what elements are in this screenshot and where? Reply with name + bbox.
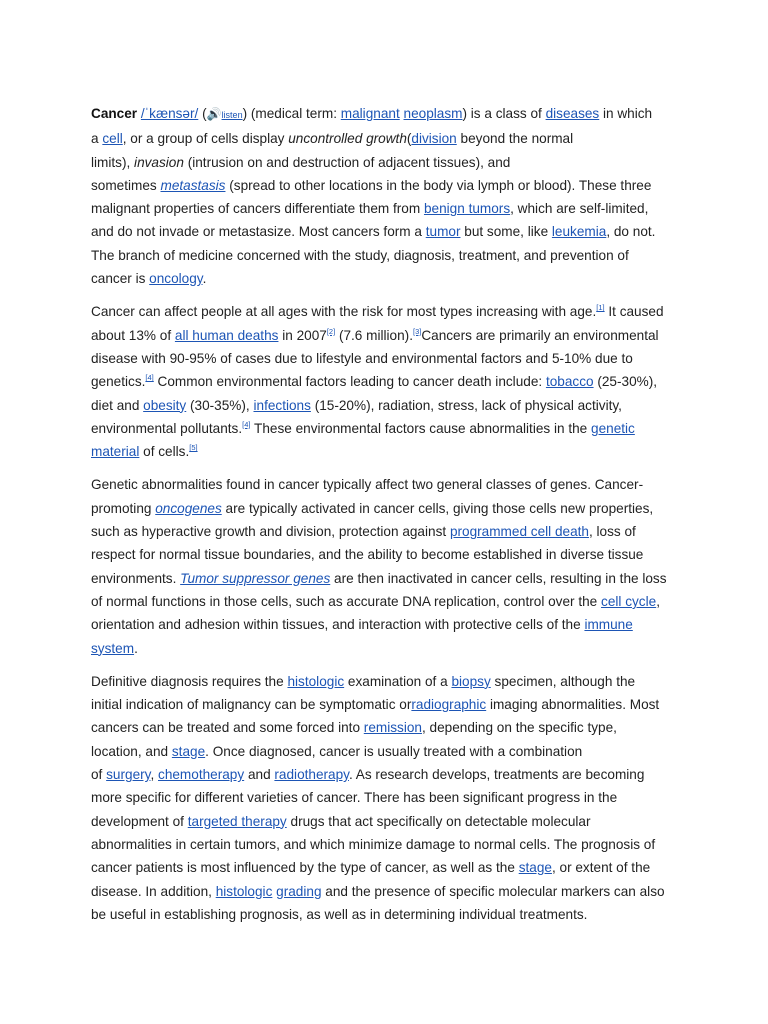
text-line: malignant properties of cancers differentiate them from benign tumors, which are self-limited, [91,201,649,217]
link-genetic-material[interactable]: material [91,444,140,460]
text-line: respect for normal tissue boundaries, and the ability to become established in diverse tissue [91,547,644,563]
reference-link[interactable]: [2] [326,326,336,336]
link-tumor[interactable]: tumor [425,224,461,240]
link-obesity[interactable]: obesity [143,397,187,413]
text-line: Cancer /ˈkænsər/ (🔊listen) (medical term: malignant neoplasm) is a class of diseases in which [91,106,653,121]
link-pronunciation[interactable]: /ˈkænsər/ [140,106,199,121]
text-line: environmental pollutants.[4] These environmental factors cause abnormalities in the genetic [91,419,635,436]
text-line: of normal functions in those cells, such as accurate DNA replication, control over the cell cycle, [91,593,660,609]
text-line: cancer is oncology. [91,271,207,287]
link-oncology[interactable]: oncology [149,271,203,287]
link-listen[interactable]: listen [221,110,243,120]
link-histologic[interactable]: histologic [215,883,273,899]
link-division[interactable]: division [411,131,457,147]
link-remission[interactable]: remission [363,720,422,736]
text-line: Genetic abnormalities found in cancer typically affect two general classes of genes. Cancer- [91,477,644,493]
link-immune-system[interactable]: system [91,640,135,656]
text-line: and do not invade or metastasize. Most cancers form a tumor but some, like leukemia, do not. [91,224,656,240]
link-grading[interactable]: grading [276,883,322,899]
link-targeted-therapy[interactable]: targeted therapy [187,813,287,829]
link-neoplasm[interactable]: neoplasm [403,106,463,121]
text-line: initial indication of malignancy can be symptomatic orradiographic imaging abnormalities. Most [91,697,660,713]
text-line: about 13% of all human deaths in 2007[2] (7.6 million).[3]Cancers are primarily an environmental [91,326,659,343]
text-line: cancers can be treated and some forced into remission, depending on the specific type, [91,720,617,736]
text-line: orientation and adhesion within tissues, and interaction with protective cells of the immune [91,617,633,633]
link-metastasis[interactable]: metastasis [160,177,226,193]
paragraph-epidemiology [91,300,686,463]
link-infections[interactable]: infections [253,397,311,413]
link-benign-tumors[interactable]: benign tumors [423,201,511,217]
link-histologic[interactable]: histologic [287,673,345,689]
text-line: diet and obesity (30-35%), infections (15-20%), radiation, stress, lack of physical activity, [91,397,622,413]
link-diseases[interactable]: diseases [545,106,600,121]
reference-link[interactable]: [1] [596,303,605,313]
link-immune-system[interactable]: immune [584,617,633,633]
link-tumor-suppressor-genes[interactable]: Tumor suppressor genes [180,570,331,586]
text-line: disease with 90-95% of cases due to lifestyle and environmental factors and 5-10% due to [91,350,633,366]
text-line: such as hyperactive growth and division, protection against programmed cell death, loss of [91,524,636,540]
text-line: promoting oncogenes are typically activated in cancer cells, giving those cells new properties, [91,500,654,516]
reference-link[interactable]: [4] [242,419,251,429]
link-biopsy[interactable]: biopsy [451,673,491,689]
text-line: sometimes metastasis (spread to other locations in the body via lymph or blood). These three [91,177,652,193]
link-radiographic[interactable]: radiographic [411,697,487,713]
reference-link[interactable]: [5] [189,443,198,453]
link-genetic-material[interactable]: genetic [591,420,635,436]
text-line: disease. In addition, histologic grading and the presence of specific molecular markers can also [91,883,665,899]
link-leukemia[interactable]: leukemia [551,224,607,240]
text-line: environments. Tumor suppressor genes are then inactivated in cancer cells, resulting in the loss [91,570,667,586]
paragraph-intro [91,102,686,290]
link-stage[interactable]: stage [518,860,552,876]
link-radiotherapy[interactable]: radiotherapy [274,767,349,783]
link-tobacco[interactable]: tobacco [545,374,594,390]
link-cell[interactable]: cell [102,131,123,147]
text-line: genetics.[4] Common environmental factors leading to cancer death include: tobacco (25-30%), [91,373,658,390]
link-cell-cycle[interactable]: cell cycle [601,593,657,609]
paragraph-genetics [91,473,686,659]
link-oncogenes[interactable]: oncogenes [155,500,222,516]
reference-link[interactable]: [4] [145,373,154,383]
link-all-human-deaths[interactable]: all human deaths [174,327,279,343]
text-line: abnormalities in certain tumors, and which minimize damage to normal cells. The prognosis of [91,836,656,852]
paragraph-diagnosis [91,670,686,926]
text-line: more specific for different varieties of cancer. There has been significant progress in the [91,790,618,806]
text-line: location, and stage. Once diagnosed, cancer is usually treated with a combination [91,743,583,759]
link-chemotherapy[interactable]: chemotherapy [158,767,245,783]
text-line: development of targeted therapy drugs that act specifically on detectable molecular [91,813,591,829]
text-line: Cancer can affect people at all ages with the risk for most types increasing with age.[1] It caused [91,303,664,320]
text-line: Definitive diagnosis requires the histologic examination of a biopsy specimen, although the [91,673,636,689]
link-surgery[interactable]: surgery [106,767,151,783]
article-body [91,102,686,936]
article-title: Cancer [91,106,138,121]
reference-link[interactable]: [3] [412,326,422,336]
link-malignant[interactable]: malignant [340,106,400,121]
speaker-icon[interactable]: 🔊 [206,107,222,121]
text-line: The branch of medicine concerned with the study, diagnosis, treatment, and prevention of [91,247,629,263]
text-line: limits), invasion (intrusion on and destruction of adjacent tissues), and [91,154,511,170]
text-line: cancer patients is most influenced by the type of cancer, as well as the stage, or extent of the [91,860,651,876]
text-line: a cell, or a group of cells display uncontrolled growth(division beyond the normal [91,131,574,147]
text-line: material of cells.[5] [91,443,198,460]
text-line: be useful in establishing prognosis, as well as in determining individual treatments. [91,906,588,922]
link-stage[interactable]: stage [171,743,206,759]
text-line: system. [91,640,138,656]
link-programmed-cell-death[interactable]: programmed cell death [449,524,589,540]
text-line: of surgery, chemotherapy and radiotherapy. As research develops, treatments are becoming [91,767,645,783]
